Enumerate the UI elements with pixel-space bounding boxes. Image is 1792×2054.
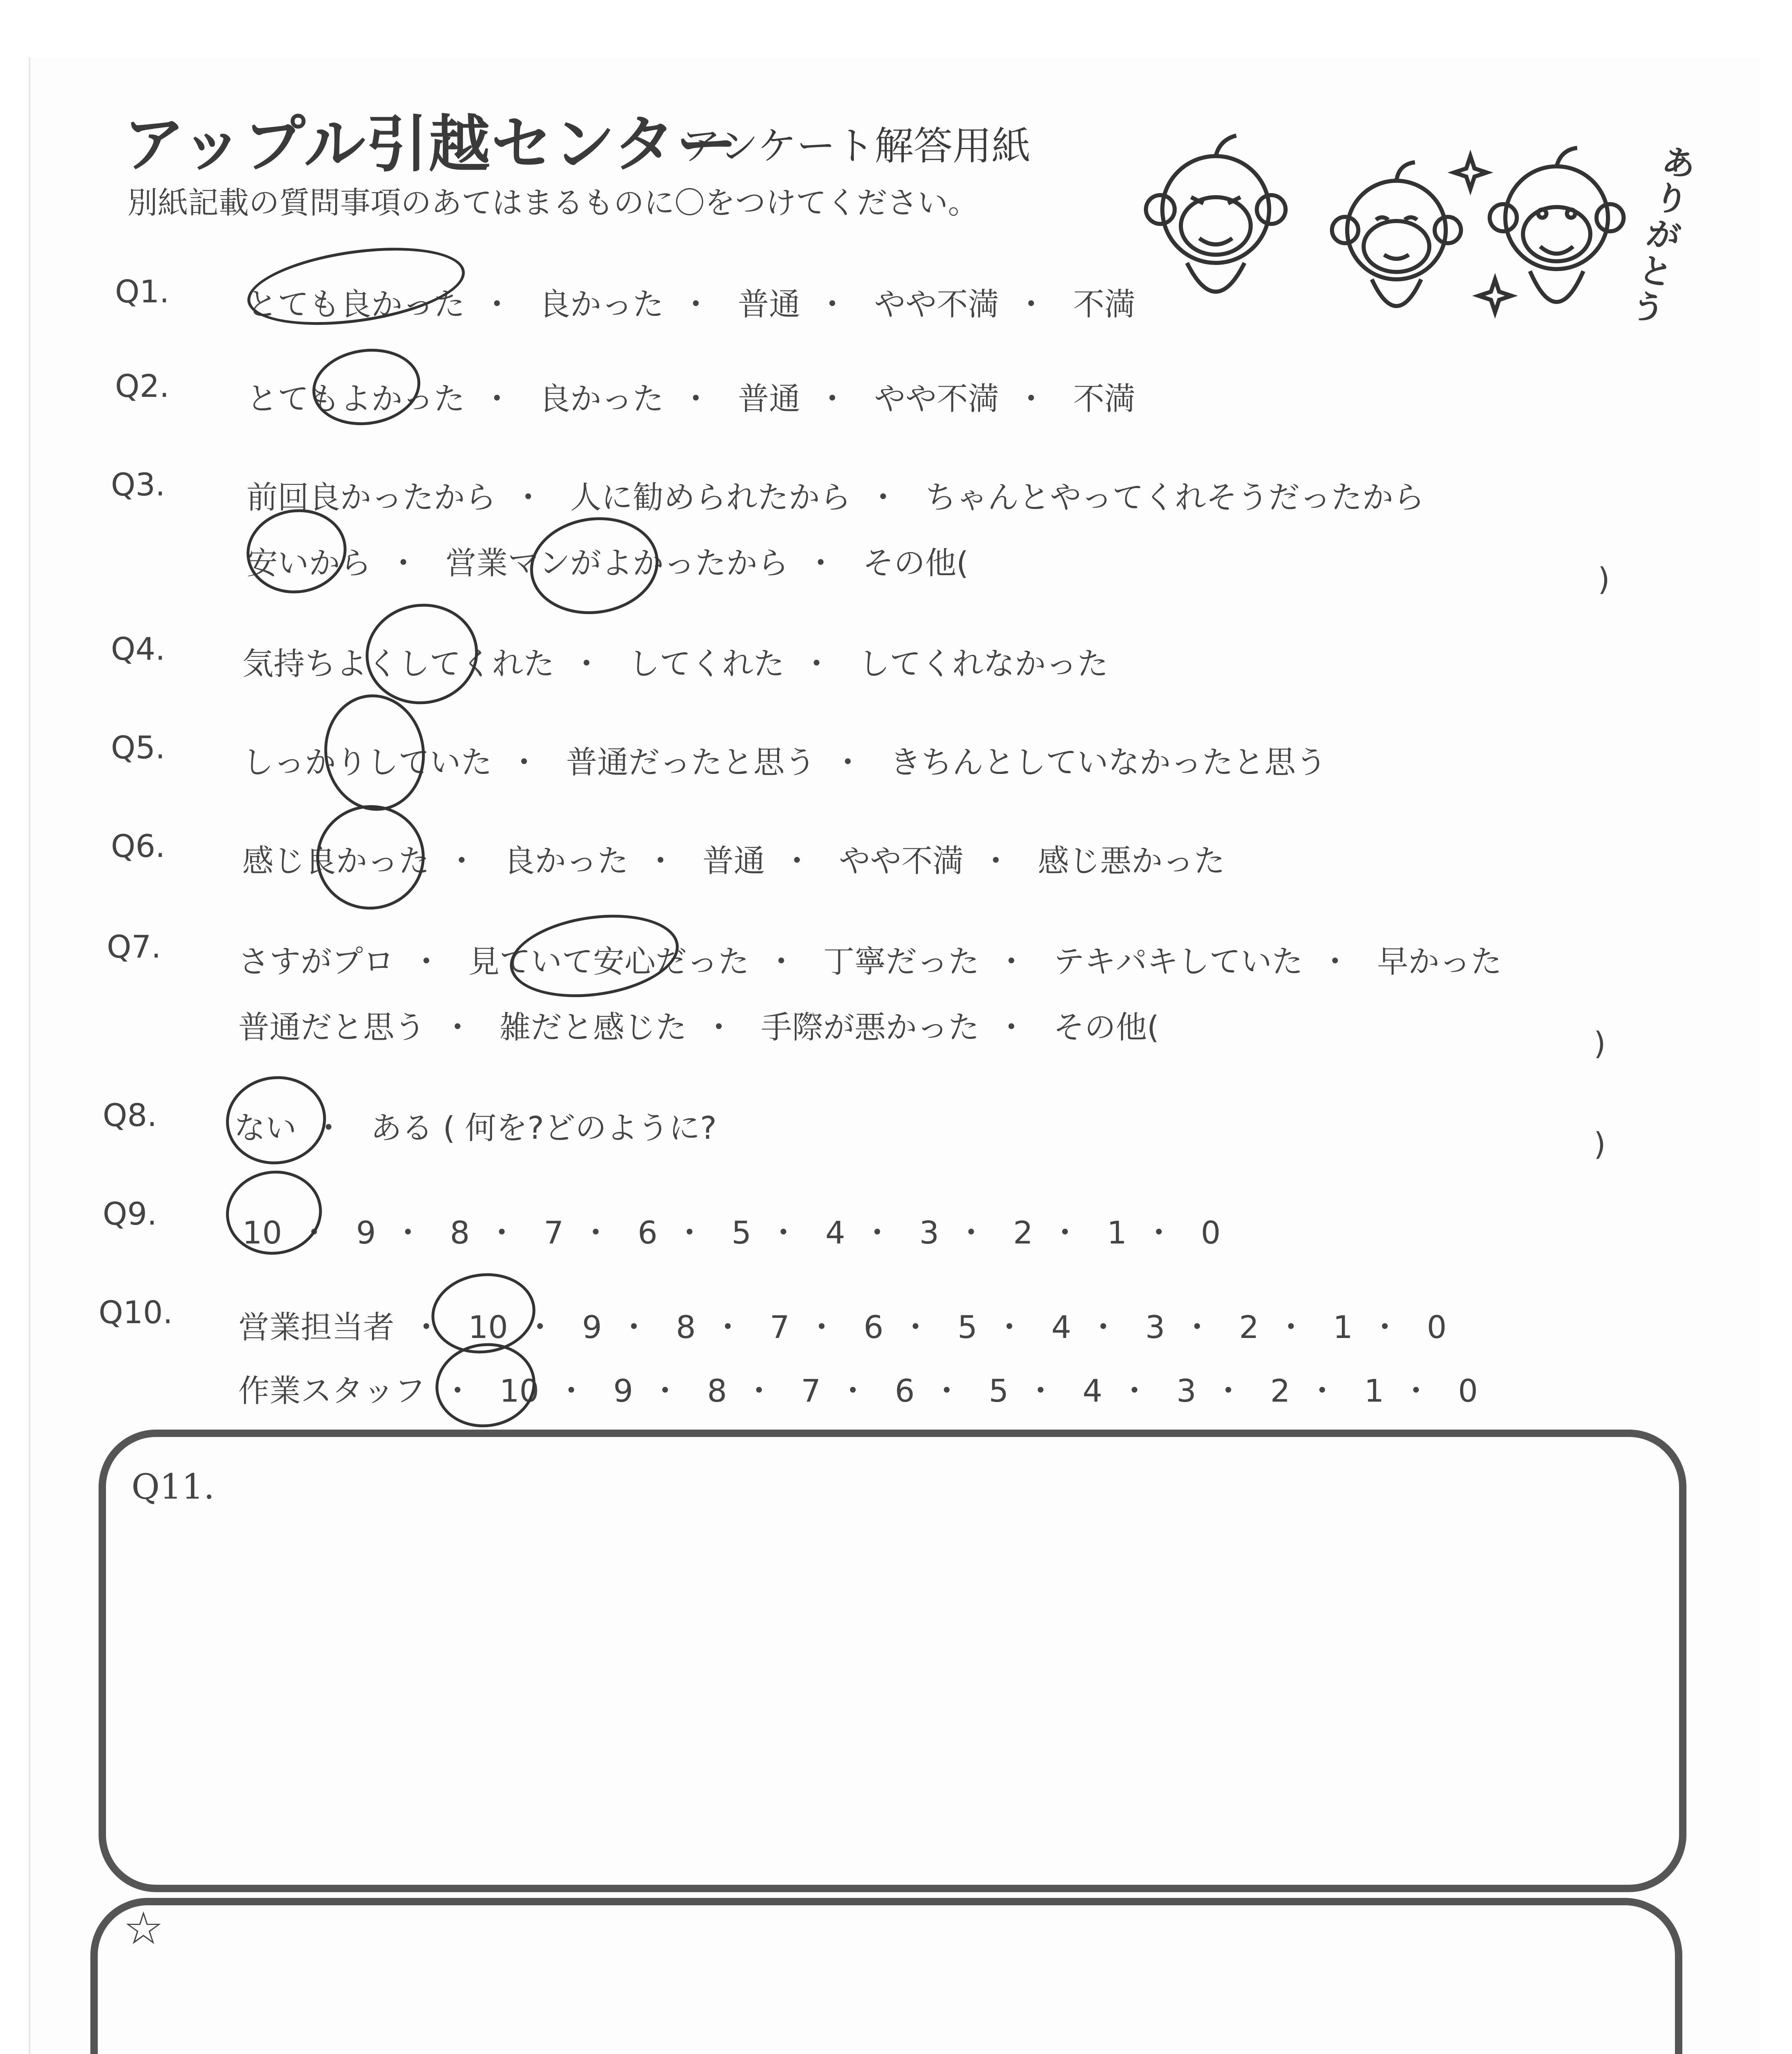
option[interactable]: してくれなかった xyxy=(858,645,1109,682)
option[interactable]: 不満 xyxy=(1073,380,1136,417)
instruction-text: 別紙記載の質問事項のあてはまるものに〇をつけてください。 xyxy=(127,185,978,221)
option[interactable]: その他( xyxy=(1053,1009,1159,1045)
option[interactable]: 気持ちよくしてくれた xyxy=(242,645,554,682)
option[interactable]: 普通だったと思う xyxy=(566,744,816,781)
question-number: Q7. xyxy=(107,928,161,965)
scale-value[interactable]: 8 xyxy=(707,1372,727,1409)
scale-value[interactable]: 10 xyxy=(242,1214,282,1251)
question-number: Q8. xyxy=(103,1097,157,1133)
row-label: 作業スタッフ xyxy=(238,1372,426,1409)
option[interactable]: やや不満 xyxy=(874,380,999,417)
row-label: 営業担当者 xyxy=(238,1309,394,1345)
q10-row-staff: 作業スタッフ ・ 10 ・ 9 ・ 8 ・ 7 ・ 6 ・ 5 ・ 4 ・ 3 ・ 2 ・ 1 ・ 0 xyxy=(238,1372,1478,1409)
question-number: Q10. xyxy=(99,1294,173,1331)
scale-value[interactable]: 0 xyxy=(1458,1372,1478,1409)
option[interactable]: 安いから xyxy=(246,545,371,581)
scale-value[interactable]: 6 xyxy=(863,1309,884,1345)
scale-value[interactable]: 10 xyxy=(499,1372,539,1409)
star-comment-box[interactable] xyxy=(90,1898,1682,2054)
scale-value[interactable]: 2 xyxy=(1013,1214,1033,1251)
q6-options: 感じ良かった ・ 良かった ・ 普通 ・ やや不満 ・ 感じ悪かった xyxy=(242,843,1225,879)
scale-value[interactable]: 10 xyxy=(468,1309,508,1345)
scale-value[interactable]: 9 xyxy=(356,1214,376,1251)
scale-value[interactable]: 8 xyxy=(450,1214,470,1251)
scale-value[interactable]: 3 xyxy=(1145,1309,1165,1345)
star-icon: ☆ xyxy=(123,1902,164,1955)
scale-value[interactable]: 9 xyxy=(613,1372,633,1409)
scale-value[interactable]: 4 xyxy=(1051,1309,1072,1345)
option[interactable]: 早かった xyxy=(1377,943,1502,980)
question-number: Q3. xyxy=(111,466,166,503)
option[interactable]: しっかりしていた xyxy=(242,744,492,781)
scale-value[interactable]: 3 xyxy=(1176,1372,1196,1409)
question-number: Q1. xyxy=(115,273,170,310)
question-number: Q4. xyxy=(111,631,166,667)
option[interactable]: 見ていて安心だった xyxy=(468,943,750,980)
scale-value[interactable]: 9 xyxy=(582,1309,602,1345)
q11-label: Q11. xyxy=(131,1467,215,1507)
option[interactable]: 良かった xyxy=(539,380,664,417)
option[interactable]: 普通 xyxy=(738,380,801,417)
option[interactable]: とてもよかった xyxy=(246,380,465,417)
question-number: Q5. xyxy=(111,729,166,766)
scale-value[interactable]: 1 xyxy=(1107,1214,1127,1251)
scale-value[interactable]: 3 xyxy=(919,1214,939,1251)
mascot-illustration xyxy=(1142,131,1700,345)
close-paren: ) xyxy=(1598,561,1610,597)
q1-options: とても良かった ・ 良かった ・ 普通 ・ やや不満 ・ 不満 xyxy=(246,286,1136,322)
option[interactable]: その他( xyxy=(863,545,968,581)
option[interactable]: 感じ良かった xyxy=(242,843,430,879)
question-number: Q2. xyxy=(115,368,170,404)
question-number: Q9. xyxy=(103,1195,157,1232)
form-subtitle: アンケート解答用紙 xyxy=(682,124,1031,169)
q5-options: しっかりしていた ・ 普通だったと思う ・ きちんとしていなかったと思う xyxy=(242,744,1327,781)
q3-options-line2: 安いから ・ 営業マンがよかったから ・ その他( xyxy=(246,545,968,581)
scale-value[interactable]: 2 xyxy=(1270,1372,1291,1409)
scale-value[interactable]: 5 xyxy=(732,1214,752,1251)
option[interactable]: 雑だと感じた xyxy=(499,1009,687,1045)
scale-value[interactable]: 0 xyxy=(1426,1309,1447,1345)
option[interactable]: 感じ悪かった xyxy=(1037,843,1225,879)
option[interactable]: 普通 xyxy=(702,843,765,879)
scale-value[interactable]: 0 xyxy=(1201,1214,1221,1251)
scale-value[interactable]: 1 xyxy=(1333,1309,1353,1345)
thanks-text: ありがとう xyxy=(1628,141,1699,330)
scale-value[interactable]: 2 xyxy=(1239,1309,1259,1345)
q4-options: 気持ちよくしてくれた ・ してくれた ・ してくれなかった xyxy=(242,645,1109,682)
q3-options-line1: 前回良かったから ・ 人に勧められたから ・ ちゃんとやってくれそうだったから xyxy=(246,479,1425,516)
scale-value[interactable]: 7 xyxy=(770,1309,790,1345)
close-paren: ) xyxy=(1594,1126,1606,1162)
option[interactable]: とても良かった xyxy=(246,286,465,322)
scale-value[interactable]: 6 xyxy=(637,1214,658,1251)
option[interactable]: 営業マンがよかったから xyxy=(445,545,789,581)
option[interactable]: 良かった xyxy=(504,843,629,879)
q7-options-line1: さすがプロ ・ 見ていて安心だった ・ 丁寧だった ・ テキパキしていた ・ 早かった xyxy=(238,943,1502,980)
question-number: Q6. xyxy=(111,828,166,864)
option[interactable]: やや不満 xyxy=(839,843,964,879)
option[interactable]: してくれた xyxy=(628,645,785,682)
scale-value[interactable]: 7 xyxy=(801,1372,821,1409)
company-title: アップル引越センター xyxy=(123,109,738,180)
scale-value[interactable]: 5 xyxy=(957,1309,978,1345)
option[interactable]: ある ( 何を?どのように? xyxy=(370,1110,717,1146)
option[interactable]: 普通 xyxy=(738,286,801,322)
scale-value[interactable]: 8 xyxy=(676,1309,696,1345)
monkey-mascots-icon xyxy=(1142,131,1700,345)
option[interactable]: ちゃんとやってくれそうだったから xyxy=(925,479,1425,516)
option[interactable]: 良かった xyxy=(539,286,664,322)
option[interactable]: 丁寧だった xyxy=(823,943,980,980)
scale-value[interactable]: 1 xyxy=(1364,1372,1384,1409)
q2-options: とてもよかった ・ 良かった ・ 普通 ・ やや不満 ・ 不満 xyxy=(246,380,1136,417)
scale-value[interactable]: 5 xyxy=(989,1372,1009,1409)
option[interactable]: きちんとしていなかったと思う xyxy=(890,744,1327,781)
q7-options-line2: 普通だと思う ・ 雑だと感じた ・ 手際が悪かった ・ その他( xyxy=(238,1009,1159,1045)
q8-options: ない ・ ある ( 何を?どのように? xyxy=(234,1110,717,1146)
option[interactable]: 人に勧められたから xyxy=(570,479,851,516)
scale-value[interactable]: 6 xyxy=(895,1372,915,1409)
q9-scale: 10 ・ 9 ・ 8 ・ 7 ・ 6 ・ 5 ・ 4 ・ 3 ・ 2 ・ 1 ・ 0 xyxy=(242,1214,1221,1251)
option[interactable]: さすがプロ xyxy=(238,943,394,980)
option[interactable]: ない xyxy=(234,1110,297,1146)
option[interactable]: 不満 xyxy=(1073,286,1136,322)
option[interactable]: 手際が悪かった xyxy=(761,1009,980,1045)
option[interactable]: 普通だと思う xyxy=(238,1009,426,1045)
scale-value[interactable]: 4 xyxy=(825,1214,845,1251)
option[interactable]: やや不満 xyxy=(874,286,999,322)
scale-value[interactable]: 7 xyxy=(543,1214,564,1251)
close-paren: ) xyxy=(1594,1025,1606,1062)
q11-comment-box[interactable] xyxy=(99,1430,1686,1892)
q10-row-sales: 営業担当者 ・ 10 ・ 9 ・ 8 ・ 7 ・ 6 ・ 5 ・ 4 ・ 3 ・ 2 ・ 1 ・ 0 xyxy=(238,1309,1447,1345)
option[interactable]: 前回良かったから xyxy=(246,479,496,516)
option[interactable]: テキパキしていた xyxy=(1053,943,1303,980)
scale-value[interactable]: 4 xyxy=(1082,1372,1103,1409)
